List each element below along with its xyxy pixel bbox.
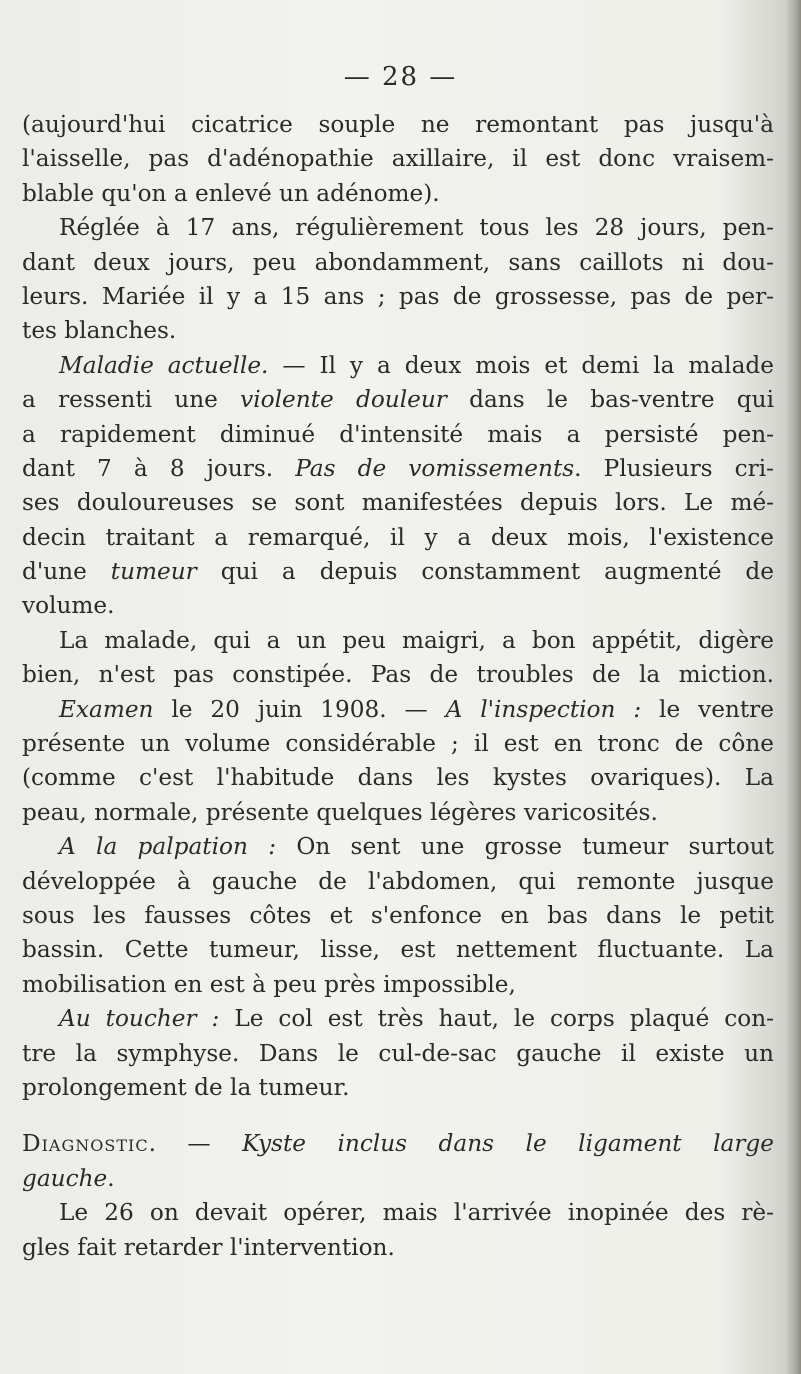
spacer — [22, 1105, 774, 1127]
text-line: (comme c'est l'habitude dans les kystes ovariques). La — [22, 764, 774, 792]
text-line: mobilisation en est à peu près impossible, — [22, 970, 516, 998]
text-line: d'une tumeur qui a depuis constamment augmenté de — [22, 558, 774, 586]
text-line: dant 7 à 8 jours. Pas de vomissements. Plusieurs cri- — [22, 454, 774, 482]
text-line: Le 26 on devait opérer, mais l'arrivée inopinée des rè- — [59, 1199, 774, 1227]
heading-maladie-actuelle: Maladie actuelle. — [59, 351, 269, 379]
page-edge-shadow — [785, 0, 801, 1374]
text-line: gles fait retarder l'intervention. — [22, 1233, 395, 1261]
text-line: a ressenti une violente douleur dans le bas-ventre qui — [22, 386, 774, 414]
text-line: bien, n'est pas constipée. Pas de troubles de la miction. — [22, 661, 774, 689]
page-number: — 28 — — [343, 62, 458, 92]
section-toucher: Au toucher : Le col est très haut, le corps plaqué con- — [59, 1005, 775, 1033]
diagnosis-text: Kyste inclus dans le ligament large — [242, 1130, 774, 1158]
text-line: La malade, qui a un peu maigri, a bon appétit, digère — [59, 626, 774, 654]
text-line: développée à gauche de l'abdomen, qui remonte jusque — [22, 867, 774, 895]
text-line: peau, normale, présente quelques légères varicosités. — [22, 798, 658, 826]
text-line: dant deux jours, peu abondamment, sans caillots ni dou- — [22, 248, 774, 276]
text-line: présente un volume considérable ; il est en tronc de cône — [22, 730, 774, 758]
text-line: a rapidement diminué d'intensité mais a persisté pen- — [22, 420, 774, 448]
text-line: (aujourd'hui cicatrice souple ne remontant pas jusqu'à — [22, 111, 774, 138]
section-palpation: A la palpation : On sent une grosse tumeur surtout — [59, 833, 775, 861]
section-diagnostic: Diagnostic. — Kyste inclus dans le ligament large — [22, 1130, 774, 1158]
text-line: decin traitant a remarqué, il y a deux mois, l'existence — [22, 523, 774, 551]
section-examen: Examen le 20 juin 1908. — A l'inspection : le ventre — [59, 695, 774, 723]
heading-examen: Examen — [59, 695, 154, 723]
heading-toucher: Au toucher : — [59, 1005, 220, 1033]
section-maladie-actuelle: Maladie actuelle. — Il y a deux mois et demi la malade — [59, 351, 774, 379]
text-line: tes blanches. — [22, 317, 177, 345]
text-line: bassin. Cette tumeur, lisse, est nettement fluctuante. La — [22, 936, 774, 964]
heading-diagnostic: Diagnostic — [22, 1130, 149, 1158]
text-line: gauche. — [22, 1164, 115, 1192]
text-line: ses douloureuses se sont manifestées depuis lors. Le mé- — [22, 489, 774, 517]
body-text — [22, 108, 774, 1265]
text-line: l'aisselle, pas d'adénopathie axillaire, il est donc vraisem- — [22, 145, 774, 173]
text-line: blable qu'on a enlevé un adénome). — [22, 179, 440, 207]
text-line: tre la symphyse. Dans le cul-de-sac gauche il existe un — [22, 1039, 774, 1067]
text-line: prolongement de la tumeur. — [22, 1073, 350, 1101]
text-line: sous les fausses côtes et s'enfonce en bas dans le petit — [22, 901, 774, 929]
text-line: Réglée à 17 ans, régulièrement tous les 28 jours, pen- — [59, 214, 774, 242]
text-line: leurs. Mariée il y a 15 ans ; pas de grossesse, pas de per- — [22, 282, 774, 310]
heading-palpation: A la palpation : — [59, 833, 277, 861]
text-line: volume. — [22, 592, 115, 620]
